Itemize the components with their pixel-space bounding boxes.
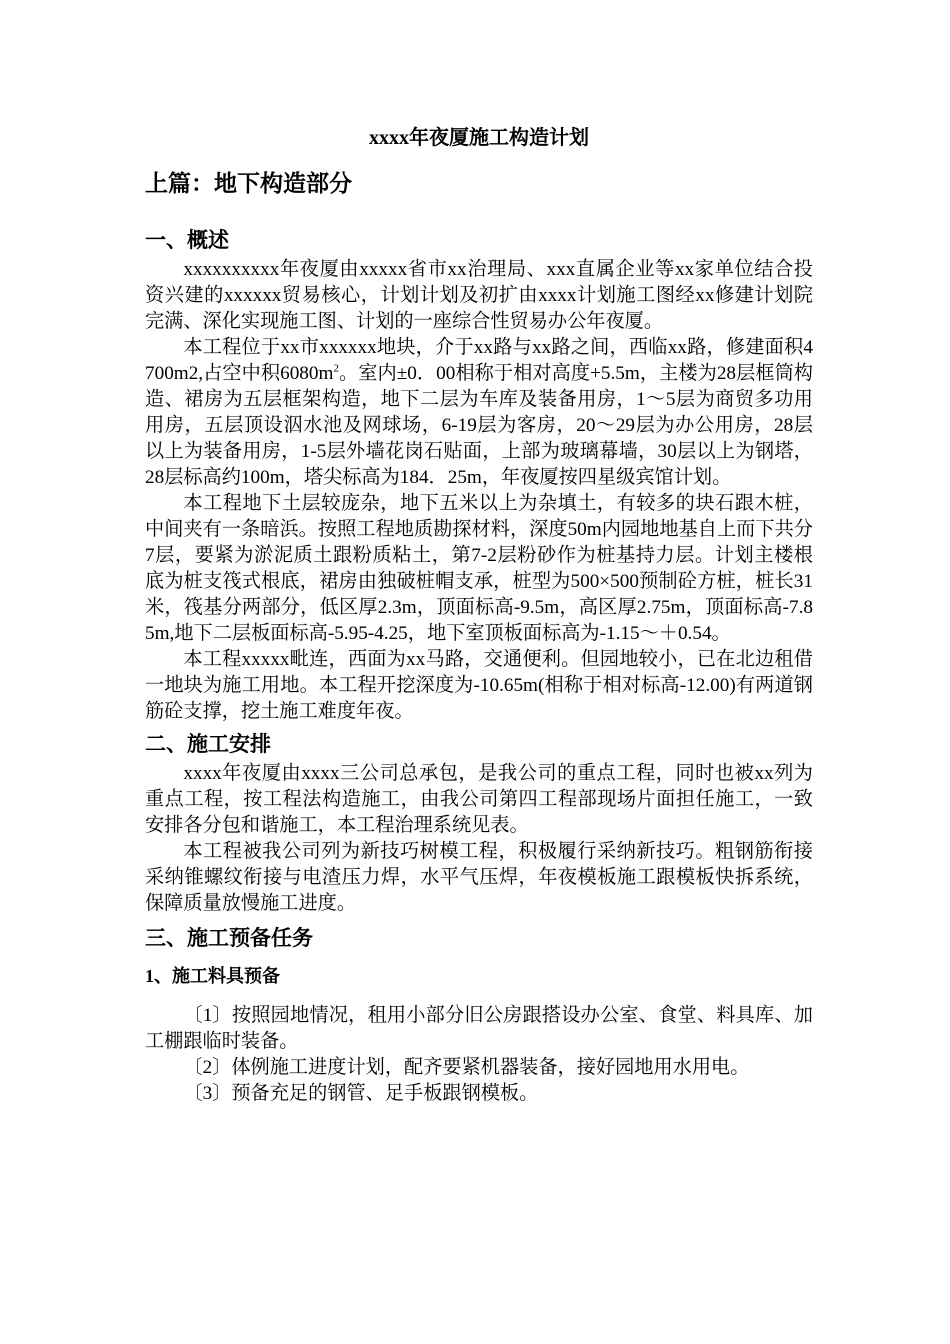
- list-item: 〔3〕预备充足的钢管、足手板跟钢模板。: [183, 1083, 539, 1104]
- paragraph: [145, 335, 813, 491]
- paragraph: xxxxxxxxxx年夜厦由xxxxx省市xx治理局、xxx直属企业等xx家单位结合投资兴建的xxxxxx贸易核心，计划计划及初扩由xxxx计划施工图经xx修建计划院完满、深化实现施工图、计划的一座综合性贸易办公年夜厦。: [145, 259, 813, 332]
- paragraph: 本工程xxxxx毗连，西面为xx马路，交通便利。但园地较小，已在北边租借一地块为施工用地。本工程开挖深度为-10.65m(相称于相对标高-12.00)有两道钢筋砼支撑，挖土施工难度年夜。: [145, 649, 813, 722]
- list-item: 〔1〕按照园地情况，租用小部分旧公房跟搭设办公室、食堂、料具库、加工棚跟临时装备。: [145, 1005, 813, 1052]
- page-content: [145, 124, 813, 1107]
- section-heading-overview: 一、概述: [145, 228, 229, 252]
- paragraph-text: 。室内±0．00相称于相对高度+5.5m，主楼为28层框筒构造、裙房为五层框架构造，地下二层为车库及装备用房，1～5层为商贸多功用用房，五层顶设泅水池及网球场，6-19层为客房，20～29层为办公用房，28层以上为装备用房，1-5层外墙花岗石贴面，上部为玻璃幕墙，30层以上为钢塔，28层标高约100m，塔尖标高为184．25m，年夜厦按四星级宾馆计划。: [145, 363, 813, 488]
- section-heading-preparation: 三、施工预备任务: [145, 926, 313, 950]
- paragraph: 本工程被我公司列为新技巧树模工程，积极履行采纳新技巧。粗钢筋衔接采纳锥螺纹衔接与电渣压力焊，水平气压焊，年夜模板施工跟模板快拆系统，保障质量放慢施工进度。: [145, 841, 813, 914]
- section-heading-construction-arrangement: 二、施工安排: [145, 732, 271, 756]
- part-title: 上篇：地下构造部分: [145, 171, 352, 196]
- list-item: 〔2〕体例施工进度计划，配齐要紧机器装备，接好园地用水用电。: [183, 1057, 750, 1078]
- document-title: xxxx年夜厦施工构造计划: [369, 127, 589, 149]
- superscript: 2: [333, 362, 339, 375]
- subsection-heading-materials: 1、施工料具预备: [145, 966, 280, 986]
- paragraph-text: 本工程位于xx市xxxxxx地块，介于xx路与xx路之间，西临xx路，修建面积4700m2,占空中积6080m: [145, 337, 813, 384]
- paragraph: 本工程地下土层较庞杂，地下五米以上为杂填土，有较多的块石跟木桩，中间夹有一条暗浜。按照工程地质勘探材料，深度50m内园地地基自上而下共分7层，要紧为淤泥质土跟粉质粘土，第7-2层粉砂作为桩基持力层。计划主楼根底为桩支筏式根底，裙房由独破桩帽支承，桩型为500×500预制砼方桩，桩长31米，筏基分两部分，低区厚2.3m，顶面标高-9.5m，高区厚2.75m，顶面标高-7.85m,地下二层板面标高-5.95-4.25，地下室顶板面标高为-1.15～＋0.54。: [145, 493, 813, 644]
- paragraph: xxxx年夜厦由xxxx三公司总承包，是我公司的重点工程，同时也被xx列为重点工程，按工程法构造施工，由我公司第四工程部现场片面担任施工，一致安排各分包和谐施工，本工程治理系统见表。: [145, 763, 813, 836]
